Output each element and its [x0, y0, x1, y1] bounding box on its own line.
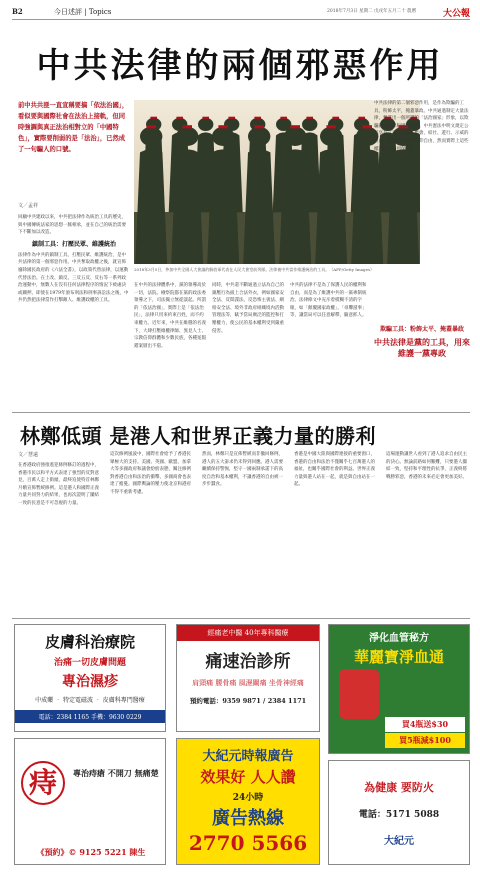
article1-subhead1: 鎮制工具：打壓民眾、維護統治: [31, 240, 116, 248]
page-number: B2: [12, 7, 23, 16]
product-bottle-icon: [339, 669, 379, 719]
article1-col4: 中共的法律不是為了保護人民的權利和自由，而是為了維護中共的一黨專制統治。法律條文中充斥着模糊不清的字眼，如「顛覆國家政權」、「尋釁滋事」等，讓當局可以任意解釋，隨意抓人。: [290, 283, 367, 319]
article1-col5: 中共法律的第二個邪惡作用，是作為欺騙的工具，粉飾太平，掩蓋暴政。中共通過制定大量法律，營造出一個所謂的「法治國家」形象，以欺騙國內民眾和國際社會。中共憲法中明文規定公民享有言論、出版、集會、結社、遊行、示威的自由，也規定了宗教信仰自由，然而實際上這些權利從未得到保障。: [374, 101, 469, 152]
article1-col3: 同時，中共還不斷通過立法為自己的鎮壓行為披上合法外衣，例如國家安全法、反間諜法、反恐怖主義法、網絡安全法、境外非政府組織境內活動管理法等，賦予當局廣泛的監控和打壓權力，使公民的基本權利受到嚴重侵害。: [212, 283, 284, 334]
issue-date: 2018年7月3日 星期二 戊戌年五月二十 農曆: [327, 9, 416, 14]
divider-rule: [12, 412, 470, 413]
hemorrhoid-seal-icon: 痔: [21, 761, 65, 805]
page-header: [12, 6, 470, 20]
article1-col1: 回顧中共建政以來，中共把法律作為統治工具的歷史，與中國傳統法家的思想一脈相承，並在自己的統治需要下不斷加以改造。 鎮制工具：打壓民眾、維護統治 法律作為中共的鎮制工具，打壓民眾、維護統治，是中共法律的第一個邪惡作用。中共奪取政權之後，就宣佈廢除國民政府的《六法全書》，以政策代替法律，以運動代替法治。在土改、鎮反、三反五反、反右等一系列政治運動中，無數人在沒有任何法律程序的情況下被處決或關押。即使在1979年頒布刑法和刑事訴訟法之後，中共仍然把法律當作打擊敵人、維護政權的工具。: [18, 215, 129, 304]
ad-epoch-times[interactable]: 大紀元時報廣告 效果好 人人讚 24小時 廣告熱線 2770 5566: [176, 738, 320, 865]
article2-col2: 這次修例風波中，國際社會給予了香港民眾極大的支持。美國、英國、歐盟、加拿大等多國政府和議會紛紛表態，關注修例對香港自由和法治的衝擊，多國商會也表達了擔憂。國際輿論的壓力使北京和港府不得不重新考慮。: [110, 452, 191, 495]
article1-title: 中共法律的兩個邪惡作用: [36, 46, 444, 86]
article2-title: 林鄭低頭 是港人和世界正義力量的勝利: [20, 424, 376, 448]
ad-fire-safety[interactable]: 為健康 要防火 電話：5171 5088 大紀元: [328, 760, 470, 865]
article2-col5: 這場運動讓世人看到了港人追求自由民主的決心。無論前路如何艱難，只要港人團結一致，堅持和平理性的抗爭，正義終將戰勝邪惡，香港的未來必定會更加美好。: [386, 452, 467, 480]
article2-byline: 文／慧遠: [18, 452, 39, 458]
section-label: 今日述評 | Topics: [54, 8, 112, 16]
pull-quote: 欺騙工具：粉飾太平、掩蓋暴政 中共法律是黨的工具，用來維護一黨專政: [374, 326, 470, 358]
article1-byline: 文／孟祥: [18, 203, 39, 209]
ad-pain-clinic[interactable]: 經痛老中醫 40年專科醫療 痛速治診所 肩頸痛 腰骨痛 風濕關痛 坐骨神經痛 預約電話：9359 9871 / 2384 1171: [176, 624, 320, 732]
article2-col1: 在香港政府強推逃犯條例修訂的過程中，香港市民以和平方式表達了強烈的反對意見，百萬人走上街頭，最終迫使特首林鄭月娥宣佈暫緩修例。這是港人和國際正義力量共同努力的結果，也再次證明了團結一致的民意是不可忽視的力量。: [18, 463, 99, 506]
newspaper-logo: 大公報: [442, 9, 470, 19]
article2-col3: 然而，林鄭只是宣佈暫緩而非撤回修例，港人的五大訴求仍未得到回應。港人需要繼續保持警惕，堅守一國兩制承諾下的高度自治和基本權利，不讓香港的自由被一步步蠶食。: [202, 452, 283, 488]
ad-dermatology[interactable]: 皮膚科治療院 治痛一切皮膚問題 專治濕疹 中成藥 ‧ 特定電磁波 ‧ 皮膚科專門醫療 電話：2384 1165 手機：9630 0229: [14, 624, 166, 732]
ads-divider: [12, 618, 470, 619]
photo-caption: 2018年3月5日，參加中共全國人大會議的解放軍代表在人民大會堂前列隊。法律被中共當作維護統治的工具。（AFP/Getty Images）: [134, 267, 375, 272]
article1-lead: 前中共共匪一直宣稱要搞「依法治國」，看似要與國際社會在法治上接軌，但同時強調與真正法治相對立的「中國特色」，實際要削弱的是「法治」，已然成了一句騙人的口號。: [18, 102, 129, 153]
article1-col2: 在中共的法律體系中，黨的領導高於一切，法院、檢察院都在黨的政法委領導之下，司法獨立無從談起。所謂的「依法治國」，實際上是「依法治民」，法律只用來約束百姓，而不約束權力。近年來，中共在維穩的名義下，大肆打壓維權律師、異見人士、宗教信仰群體和少數民族，各種冤假錯案層出不窮。: [134, 283, 206, 349]
article1-subhead2: 欺騙工具：粉飾太平、掩蓋暴政: [379, 326, 464, 333]
ad-blood-purifier[interactable]: 淨化血管秘方 華麗寶淨血通 買4瓶送$30 買5瓶減$100: [328, 624, 470, 754]
ad-hemorrhoid[interactable]: 痔 專治痔瘡 不開刀 無痛楚 《預約》© 9125 5221 陳生: [14, 738, 166, 865]
article2-col4: 香港是中國大陸與國際連接的重要窗口，香港的自由和法治不僅關乎七百萬港人的福祉，也關乎國際社會的利益。世界正義力量與港人站在一起，就是與自由站在一起。: [294, 452, 375, 488]
